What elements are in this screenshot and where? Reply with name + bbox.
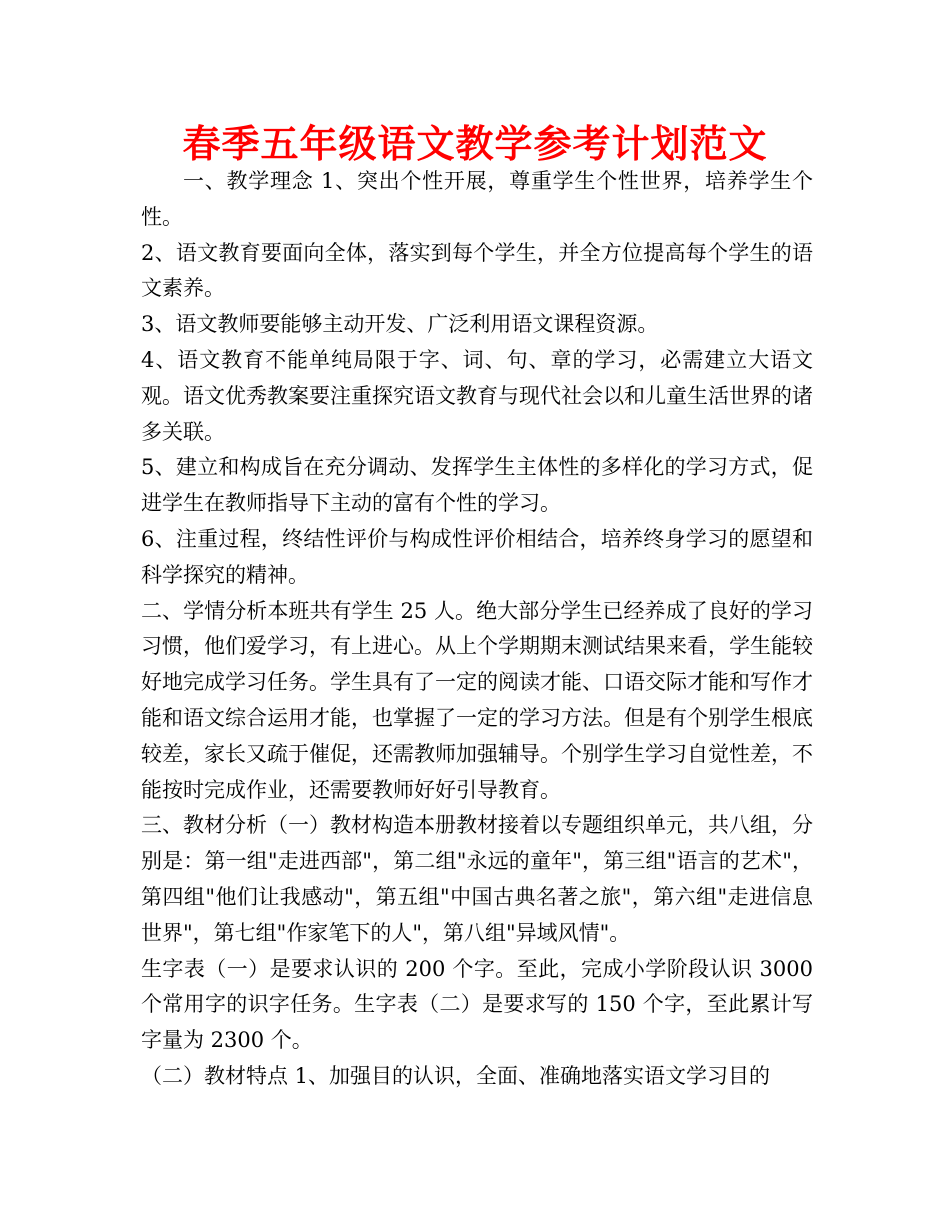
paragraph-item-3: 3、语文教师要能够主动开发、广泛利用语文课程资源。 bbox=[141, 312, 659, 337]
paragraph-teaching-philosophy: 一、教学理念 1、突出个性开展，尊重学生个性世界，培养学生个性。 bbox=[141, 169, 813, 229]
paragraph-student-analysis: 二、学情分析本班共有学生 25 人。绝大部分学生已经养成了良好的学习习惯，他们爱学习，有上进心。从上个学期期末测试结果来看，学生能较好地完成学习任务。学生具有了一定的阅读才能、口语交际才能和写作才能和语文综合运用才能，也掌握了一定的学习方法。但是有个别学生根底较差，家长又疏于催促，还需教师加强辅导。个别学生学习自觉性差，不能按时完成作业，还需要教师好好引导教育。 bbox=[141, 598, 813, 802]
paragraph-item-2: 2、语文教育要面向全体，落实到每个学生，并全方位提高每个学生的语文素养。 bbox=[141, 240, 813, 301]
paragraph-character-tables: 生字表（一）是要求认识的 200 个字。至此，完成小学阶段认识 3000 个常用字的识字任务。生字表（二）是要求写的 150 个字，至此累计写字量为 2300 个。 bbox=[141, 956, 813, 1053]
document-title: 春季五年级语文教学参考计划范文 bbox=[182, 121, 768, 166]
paragraph-textbook-analysis: 三、教材分析（一）教材构造本册教材接着以专题组织单元，共八组，分别是：第一组"走进西部"，第二组"永远的童年"，第三组"语言的艺术"，第四组"他们让我感动"，第五组"中国古典名著之旅"，第六组"走进信息世界"，第七组"作家笔下的人"，第八组"异域风情"。 bbox=[141, 813, 813, 945]
document-body bbox=[141, 164, 813, 1095]
paragraph-item-6: 6、注重过程，终结性评价与构成性评价相结合，培养终身学习的愿望和科学探究的精神。 bbox=[141, 526, 813, 587]
paragraph-textbook-features: （二）教材特点 1、加强目的认识，全面、准确地落实语文学习目的 bbox=[141, 1063, 771, 1088]
paragraph-item-5: 5、建立和构成旨在充分调动、发挥学生主体性的多样化的学习方式，促进学生在教师指导下主动的富有个性的学习。 bbox=[141, 455, 813, 516]
paragraph-item-4: 4、语文教育不能单纯局限于字、词、句、章的学习，必需建立大语文观。语文优秀教案要注重探究语文教育与现代社会以和儿童生活世界的诸多关联。 bbox=[141, 347, 813, 444]
